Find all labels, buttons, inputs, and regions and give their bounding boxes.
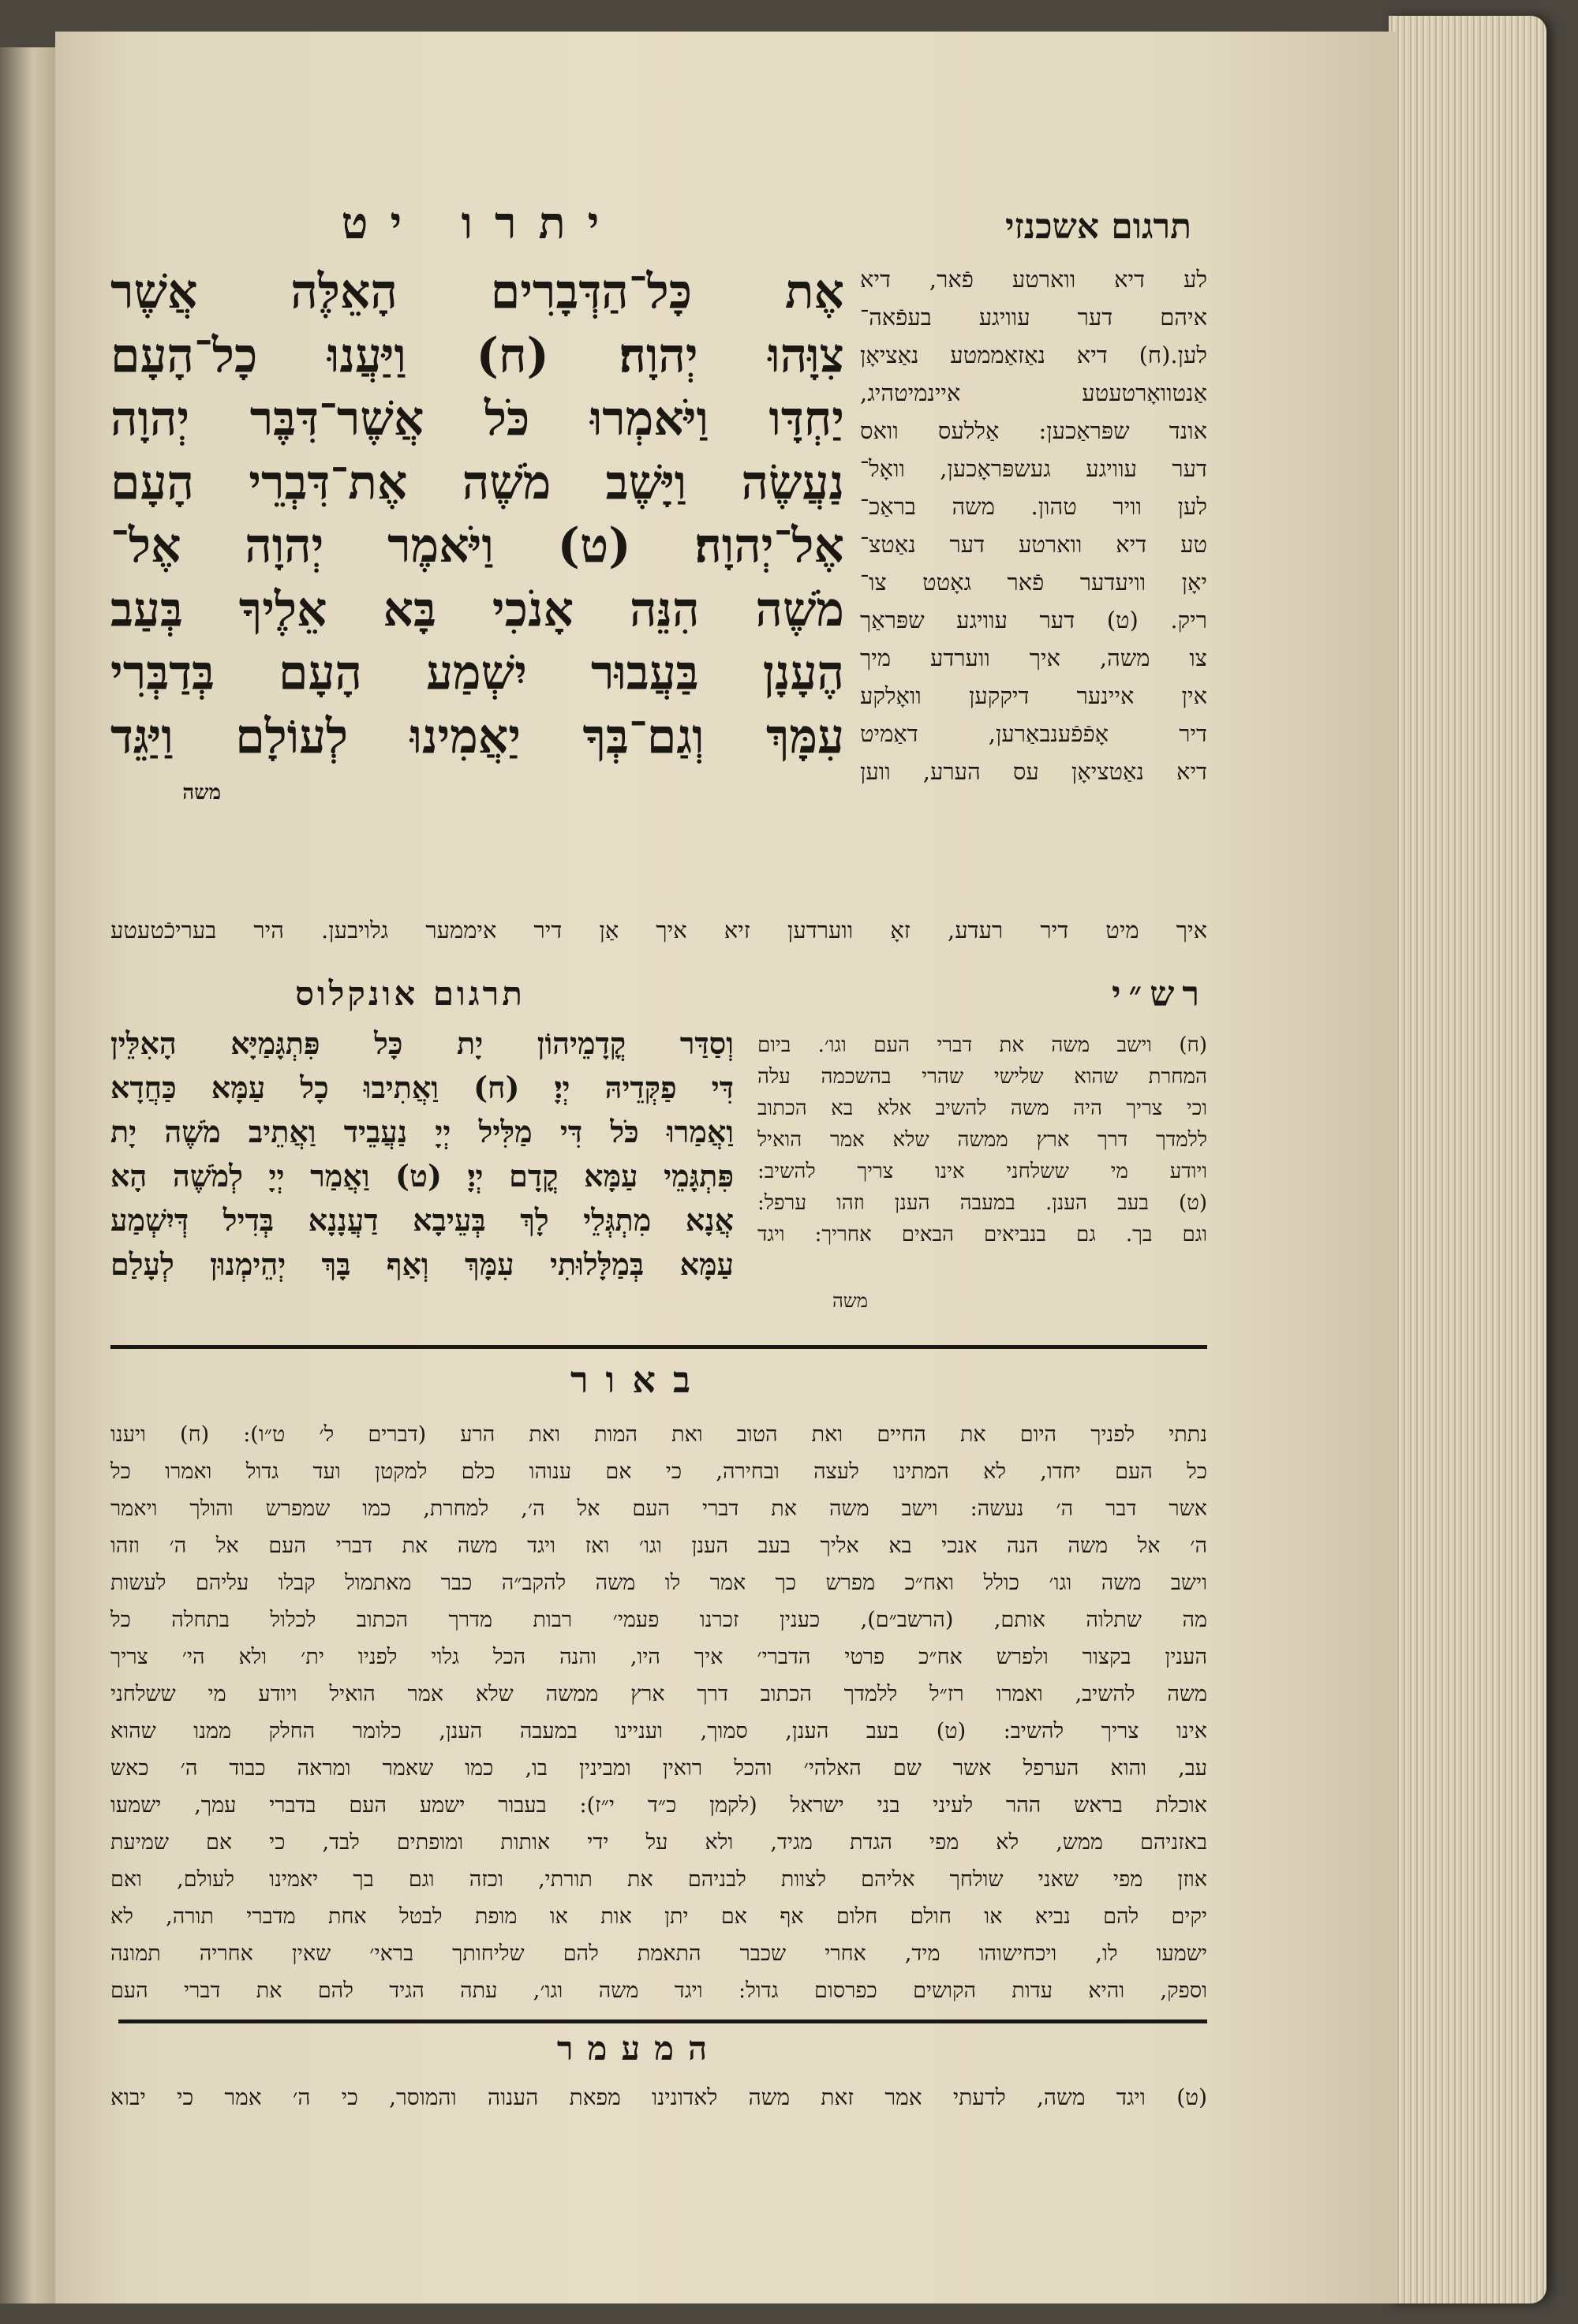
book-page [55, 32, 1397, 2303]
biur-line: משה להשיב, ואמרו רז״ל ללמדך הכתוב דרך ארץ ממשה שלא אמר הואיל ויודע מי ששלחני [110, 1682, 1207, 1706]
biur-line: כל העם יחדו, לא המתינו לעצה ובחירה, כי אם ענוהו כלם למקטן ועד גדול ואמרו כל [110, 1459, 1207, 1484]
biur-line: נתתי לפניך היום את החיים ואת הטוב ואת המות ואת הרע (דברים ל׳ ט״ו): (ח) ויענו [110, 1422, 1207, 1447]
onkelos-line: עַמָּא בְּמַלָּלוּתִי עִמָּךְ וְאַף בָּךְ יְהֵימְנוּן לְעָלַם [110, 1246, 734, 1282]
section-divider-rule [118, 2019, 1207, 2023]
biur-line: אינו צריך להשיב: (ט) בעב הענן, סמוך, ועניינו במעבה הענן, כלומר החלק ממנו שהוא [110, 1719, 1207, 1743]
rashi-line: וכי צריך היה משה להשיב אלא בא הכתוב [757, 1097, 1207, 1120]
torah-line: אֶל־יְהוָה׃ (ט) וַיֹּאמֶר יְהוָה אֶל־ [110, 518, 844, 574]
targum-line: טע דיא ווארטע דער נאַטצ־ [860, 531, 1207, 558]
targum-line: דיר אָפֿפֿענבאַרען, דאַמיט [860, 720, 1207, 747]
biur-line: יקים להם נביא או חולם חלום אף אם יתן אות או מופת לבטל אחת מדברי תורה, לא [110, 1904, 1207, 1929]
biur-block [110, 1416, 1207, 2009]
torah-line: נַעֲשֶׂה וַיָּשֶׁב מֹשֶׁה אֶת־דִּבְרֵי הָעָם [110, 454, 844, 510]
targum-line: יאָן וויעדער פֿאר גאָטט צו־ [860, 569, 1207, 596]
onkelos-line: דִּי פַקְּדֵיהּ יְיָ׃ (ח) וַאֲתִיבוּ כָל עַמָּא כַּחֲדָא [110, 1070, 734, 1105]
targum-line: ריק. (ט) דער עוויגע שפּראַך [860, 607, 1207, 633]
biur-line: ישמעו לו, ויכחישוהו מיד, אחרי שכבר התאמת להם שליחותך בראי׳ שאין אחריה תמונה [110, 1941, 1207, 1966]
biur-line: וישב משה וגו׳ כולל ואח״כ מפרש כך אמר לו משה להקב״ה כבר מאתמול קבלו עליהם לעשות [110, 1571, 1207, 1595]
rashi-line: המחרת שהוא שלישי שהרי בהשכמה עלה [757, 1065, 1207, 1089]
torah-line: מֹשֶׁה הִנֵּה אָנֹכִי בָּא אֵלֶיךָ בְּעַב [110, 581, 844, 637]
biur-line: אוזן מפי שאני שולחך אליהם לצוות לבניהם את תורתי, וכזה וגם בך יאמינו לעולם, ואם [110, 1867, 1207, 1892]
onkelos-line: וַאֲמַרוּ כֹּל דִּי מַלִּיל יְיָ נַעֲבֵיד וַאֲתֵיב מֹשֶׁה יָת [110, 1114, 734, 1149]
hameamer-block [110, 2079, 1207, 2117]
biur-line: ה׳ אל משה הנה אנכי בא אליך בעב הענן וגו׳ ואז ויגד משה את דברי העם אל ה׳ וזהו [110, 1534, 1207, 1558]
torah-line: צִוָּהוּ יְהוָה׃ (ח) וַיַּעֲנוּ כָל־הָעָם [110, 327, 844, 383]
biur-line: הענין בקצור ולפרש אח״כ פרטי הדברי׳ איך היו, והנה הכל גלוי לפניו ית׳ ולא הי׳ צריך [110, 1645, 1207, 1669]
torah-text-block [110, 260, 844, 768]
onkelos-line: פִּתְגָּמֵי עַמָּא קֳדָם יְיָ׃ (ט) וַאֲמַר יְיָ לְמֹשֶׁה הָא [110, 1158, 734, 1194]
torah-line: עִמָּךְ וְגַם־בְּךָ יַאֲמִינוּ לְעוֹלָם וַיַּגֵּד [110, 708, 844, 764]
rashi-line: (ט) בעב הענן. במעבה הענן וזהו ערפל: [757, 1191, 1207, 1215]
rashi-title: רש״י [1111, 974, 1207, 1014]
biur-line: אוכלת בראש ההר לעיני בני ישראל (לקמן כ״ד י״ז): בעבור ישמע העם בדברי עמך, ישמעו [110, 1793, 1207, 1818]
biur-line: וספק, והיא עדות הקושים כפרסום גדול: ויגד משה וגו׳, עתה הגיד להם את דברי העם [110, 1978, 1207, 2003]
rashi-line: ויודע מי ששלחני אינו צריך להשיב: [757, 1160, 1207, 1183]
running-head-targum: תרגום אשכנזי [1004, 207, 1191, 247]
biur-line: אשר דבר ה׳ נעשה: וישב משה את דברי העם אל ה׳, למחרת, כמו שמפרש והולך ויאמר [110, 1496, 1207, 1521]
targum-line: איהם דער עוויגע בעפֿאה־ [860, 304, 1207, 331]
targum-line: לע דיא ווארטע פֿאר, דיא [860, 266, 1207, 293]
hameamer-line: (ט) ויגד משה, לדעתי אמר זאת משה לאדונינו מפאת הענוה והמוסר, כי ה׳ אמר כי יבוא [110, 2084, 1207, 2110]
onkelos-line: וְסַדַּר קֳדָמֵיהוֹן יָת כָּל פִּתְגָּמַיָּא הָאִלֵּין [110, 1026, 734, 1061]
biur-line: עב, והוא הערפל אשר שם האלהי׳ והכל רואין ומבינין בו, כמו שאמר ומראה כבוד ה׳ כאש [110, 1756, 1207, 1780]
onkelos-column [110, 1022, 734, 1287]
biur-line: באזניהם ממש, לא מפי הגדת מגיד, ולא על ידי אותות ומופתים לבד, כי אם שמיעת [110, 1830, 1207, 1855]
targum-line: צו משה, איך ווערדע מיך [860, 645, 1207, 671]
rashi-catchword: משה [832, 1290, 868, 1312]
rashi-line: וגם בך. גם בנביאים הבאים אחריך: ויגד [757, 1223, 1207, 1246]
torah-line: הֶעָנָן בַּעֲבוּר יִשְׁמַע הָעָם בְּדַבְּרִי [110, 645, 844, 701]
targum-line: לען.(ח) דיא נאַזאַממטע נאַציאָן [860, 342, 1207, 368]
onkelos-title: תרגום אונקלוס [295, 974, 525, 1013]
torah-catchword: משה [182, 781, 221, 805]
rashi-line: (ח) וישב משה את דברי העם וגו׳. ביום [757, 1033, 1207, 1057]
hameamer-title: המעמר [556, 2029, 722, 2068]
rashi-column [757, 1029, 1207, 1250]
biur-line: מה שתלוה אותם, (הרשב״ם), כענין זכרנו פעמי׳ רבות מדרך הכתוב לכלול בתחלה כל [110, 1608, 1207, 1632]
targum-line: דיא נאַטציאָן עס הערע, ווען [860, 758, 1207, 785]
targum-line: אונד שפּראַכען: אַללעס וואס [860, 417, 1207, 444]
page-stack-edge [1389, 16, 1546, 2303]
torah-line: אֶת כָּל־הַדְּבָרִים הָאֵלֶּה אֲשֶׁר [110, 264, 844, 319]
targum-line: לען וויר טהון. משה בראַכ־ [860, 493, 1207, 520]
left-page-edge [0, 47, 55, 2303]
onkelos-line: אֲנָא מִתְגְּלֵי לָךְ בְּעֵיבָא דַעֲנָנָא בְּדִיל דְּיִשְׁמַע [110, 1202, 734, 1238]
targum-runover-line: איך מיט דיר רעדע, זאָ ווערדען זיא איך אַן דיר איממער גלויבען. היר בעריכֿטעטע [110, 917, 1207, 943]
torah-line: יַחְדָּו וַיֹּאמְרוּ כֹּל אֲשֶׁר־דִּבֶּר יְהוָה [110, 391, 844, 446]
targum-line: אין איינער דיקקען וואָלקע [860, 682, 1207, 709]
targum-line: דער עוויגע געשפּראָכען, וואָל־ [860, 455, 1207, 482]
rashi-line: ללמדך דרך ארץ ממשה שלא אמר הואיל [757, 1128, 1207, 1152]
section-divider-rule [110, 1345, 1207, 1349]
running-head-parsha: יתרו יט [341, 197, 622, 249]
biur-title: באור [570, 1358, 709, 1401]
targum-line: אַנטוואָרטעטע איינמיטהיג, [860, 379, 1207, 406]
targum-ashkenazi-column [860, 260, 1207, 790]
